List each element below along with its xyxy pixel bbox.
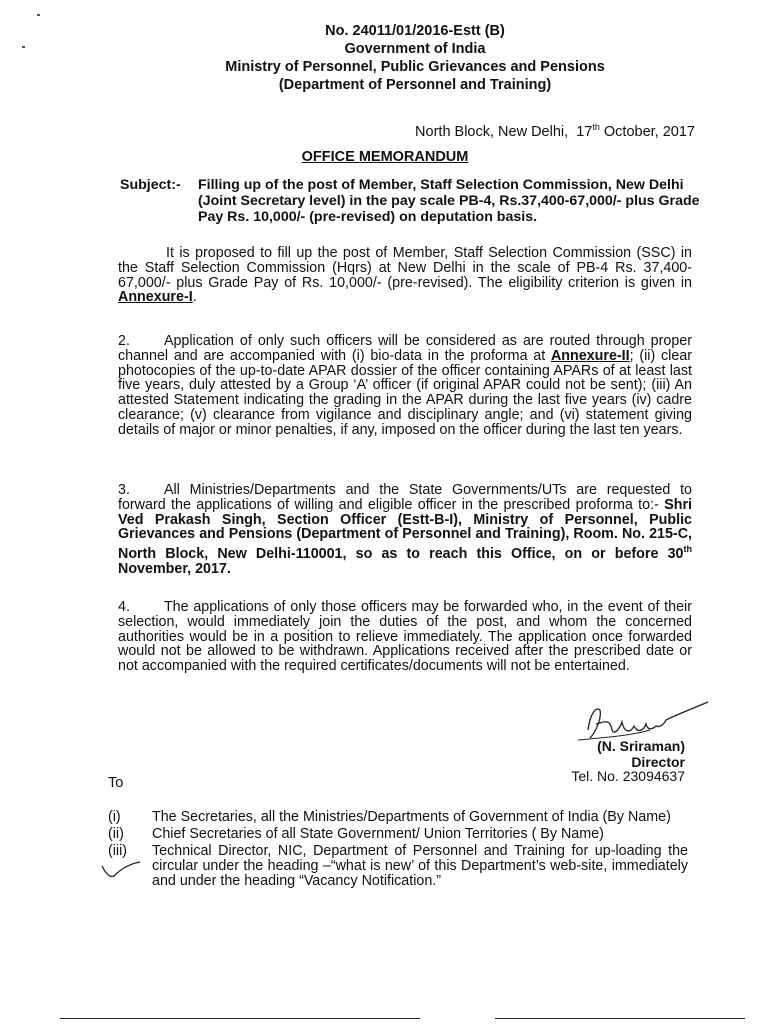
handwritten-tick-mark (100, 858, 142, 882)
recipient-item (108, 844, 688, 889)
recipient-text: Chief Secretaries of all State Government/ Union Territories ( By Name) (152, 826, 604, 842)
date-rest: October, 2017 (599, 123, 695, 140)
paragraph-2-number: 2. (118, 333, 130, 349)
paragraph-3 (118, 483, 692, 577)
paragraph-3-number: 3. (118, 482, 130, 498)
paragraph-2-text-b: ; (ii) clear photocopies of the up-to-date APAR dossier of the officer containing APARs of at least last five years, duly attested by a Group ‘A’ officer (if original APAR could not be sent); (iii) An attested Statement indicating the grading in the APAR during the last five years (iv) cadre clearance; (v) clearance from vigilance and disciplinary angle; and (vi) statement giving details of major or minor penalties, if any, imposed on the officer during the last ten years. (118, 347, 692, 438)
date-sup: th (592, 122, 600, 132)
recipient-item (108, 827, 688, 842)
signatory-name: (N. Sriraman) (597, 738, 685, 754)
recipient-number: (i) (108, 809, 121, 825)
date-day: 17 (576, 123, 593, 140)
to-label: To (108, 775, 124, 791)
signatory-telephone: Tel. No. 23094637 (571, 768, 685, 784)
paragraph-4 (118, 600, 692, 674)
paragraph-2 (118, 334, 692, 438)
recipient-text: Technical Director, NIC, Department of Personnel and Training for up-loading the circular under the heading –“what is new’ of this Department’s web-site, immediately and under the heading “Vacancy Notification.” (152, 843, 688, 889)
recipient-number: (iii) (108, 843, 128, 859)
place-date (415, 122, 695, 140)
footer-rule (60, 1018, 420, 1019)
paragraph-2-text-a: Application of only such officers will be considered as are routed through proper channel and are accompanied with (i) bio-data in the proforma at (118, 333, 692, 364)
paragraph-1-text: It is proposed to fill up the post of Member, Staff Selection Commission (SSC) in the Staff Selection Commission (Hqrs) at New Delhi in the scale of PB-4 Rs. 37,400-67,000/- plus Grade Pay of Rs. 10,000/- (pre-revised). The eligibility criterion is given in (118, 245, 692, 291)
subject-block (120, 177, 700, 225)
recipient-text: The Secretaries, all the Ministries/Departments of Government of India (By Name) (152, 809, 671, 825)
department-line: (Department of Personnel and Training) (278, 77, 552, 93)
recipient-item (108, 810, 688, 825)
subject-text: Filling up of the post of Member, Staff Selection Commission, New Delhi (Joint Secretary level) in the pay scale PB-4, Rs.37,400-67,000/- plus Grade Pay Rs. 10,000/- (pre-revised) on deputation basis. (198, 177, 700, 225)
paragraph-4-number: 4. (118, 599, 130, 615)
scan-speck (22, 46, 25, 48)
signatory-block (597, 738, 685, 770)
paragraph-1 (118, 246, 692, 305)
signatory-designation: Director (631, 754, 685, 770)
paragraph-3-deadline: November, 2017. (118, 560, 231, 577)
place: North Block, New Delhi, (415, 123, 569, 140)
footer-rule (495, 1018, 745, 1019)
paragraph-3-address: Shri Ved Prakash Singh, Section Officer (Estt-B-I), Ministry of Personnel, Public Grievances and Pensions (Department of Personnel and Training), Room. No. 215-C, North Block, New Delhi-110001, so as to reach this Office, on or before 30 (118, 496, 692, 562)
annexure-1-link: Annexure-I (118, 289, 193, 306)
paragraph-3-sup: th (683, 544, 692, 555)
paragraph-3-text: All Ministries/Departments and the State Governments/UTs are requested to forward the applications of willing and eligible officer in the prescribed proforma to:- (118, 482, 692, 513)
paragraph-1-end: . (192, 289, 197, 306)
document-title: OFFICE MEMORANDUM (301, 149, 469, 165)
subject-label: Subject:- (120, 177, 181, 193)
recipient-number: (ii) (108, 826, 124, 842)
government-line: Government of India (344, 41, 486, 57)
file-number: No. 24011/01/2016-Estt (B) (325, 23, 505, 39)
recipient-list (108, 810, 688, 891)
ministry-line: Ministry of Personnel, Public Grievances and Pensions (225, 59, 605, 75)
paragraph-4-text: The applications of only those officers may be forwarded who, in the event of their selection, would immediately join the duties of the post, and whom the concerned authorities would be in a position to relieve immediately. The application once forwarded would not be allowed to be withdrawn. Applications received after the prescribed date or not accompanied with the required certificates/documents will not be entertained. (118, 599, 692, 675)
annexure-2-link: Annexure-II (550, 347, 630, 364)
scan-speck (37, 14, 40, 16)
